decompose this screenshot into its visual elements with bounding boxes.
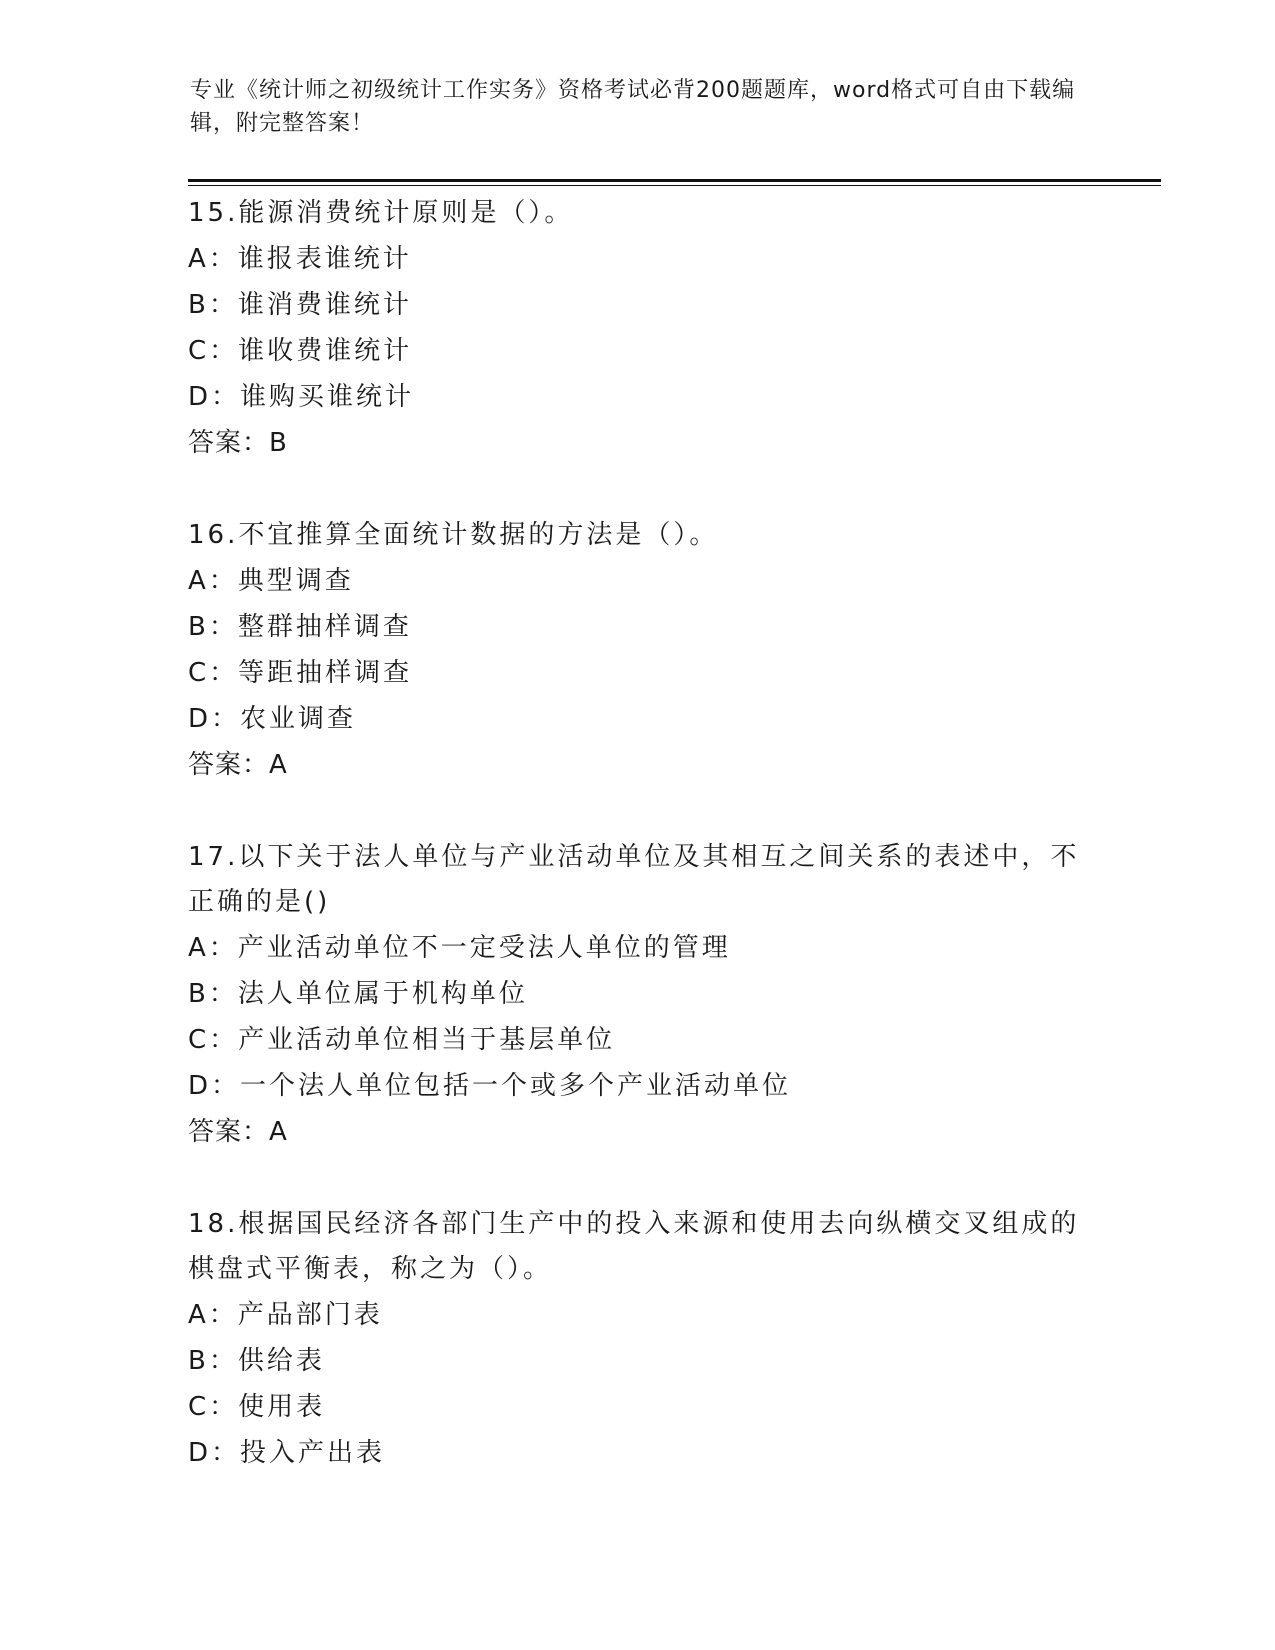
option-a: A：典型调查 (188, 566, 354, 596)
option-c: C：等距抽样调查 (188, 658, 413, 688)
question-list (188, 191, 1088, 1523)
question-18 (188, 1202, 1088, 1476)
question-stem: 16.不宜推算全面统计数据的方法是（）。 (188, 520, 719, 550)
option-b: B：谁消费谁统计 (188, 290, 412, 320)
header-divider-thin (188, 185, 1161, 186)
option-c: C：谁收费谁统计 (188, 336, 413, 366)
option-d: D：一个法人单位包括一个或多个产业活动单位 (188, 1071, 792, 1101)
option-a: A：产业活动单位不一定受法人单位的管理 (188, 933, 731, 963)
question-stem: 18.根据国民经济各部门生产中的投入来源和使用去向纵横交叉组成的棋盘式平衡表，称之为（）。 (188, 1209, 1080, 1284)
option-d: D：投入产出表 (188, 1438, 386, 1468)
option-d: D：谁购买谁统计 (188, 382, 415, 412)
question-15 (188, 191, 1088, 466)
option-a: A：产品部门表 (188, 1300, 383, 1330)
header-divider-thick (188, 179, 1161, 182)
option-b: B：整群抽样调查 (188, 612, 412, 642)
question-stem: 15.能源消费统计原则是（）。 (188, 198, 574, 228)
option-c: C：产业活动单位相当于基层单位 (188, 1025, 616, 1055)
option-d: D：农业调查 (188, 704, 357, 734)
option-b: B：供给表 (188, 1346, 325, 1376)
answer-label: 答案：A (188, 1117, 288, 1147)
question-stem: 17.以下关于法人单位与产业活动单位及其相互之间关系的表述中，不正确的是() (188, 842, 1080, 917)
answer-label: 答案：B (188, 428, 288, 458)
question-17 (188, 835, 1088, 1155)
option-a: A：谁报表谁统计 (188, 244, 412, 274)
answer-label: 答案：A (188, 750, 288, 780)
document-header: 专业《统计师之初级统计工作实务》资格考试必背200题题库，word格式可自由下载编辑，附完整答案！ (190, 78, 1076, 136)
question-16 (188, 513, 1088, 788)
option-b: B：法人单位属于机构单位 (188, 979, 528, 1009)
option-c: C：使用表 (188, 1392, 326, 1422)
